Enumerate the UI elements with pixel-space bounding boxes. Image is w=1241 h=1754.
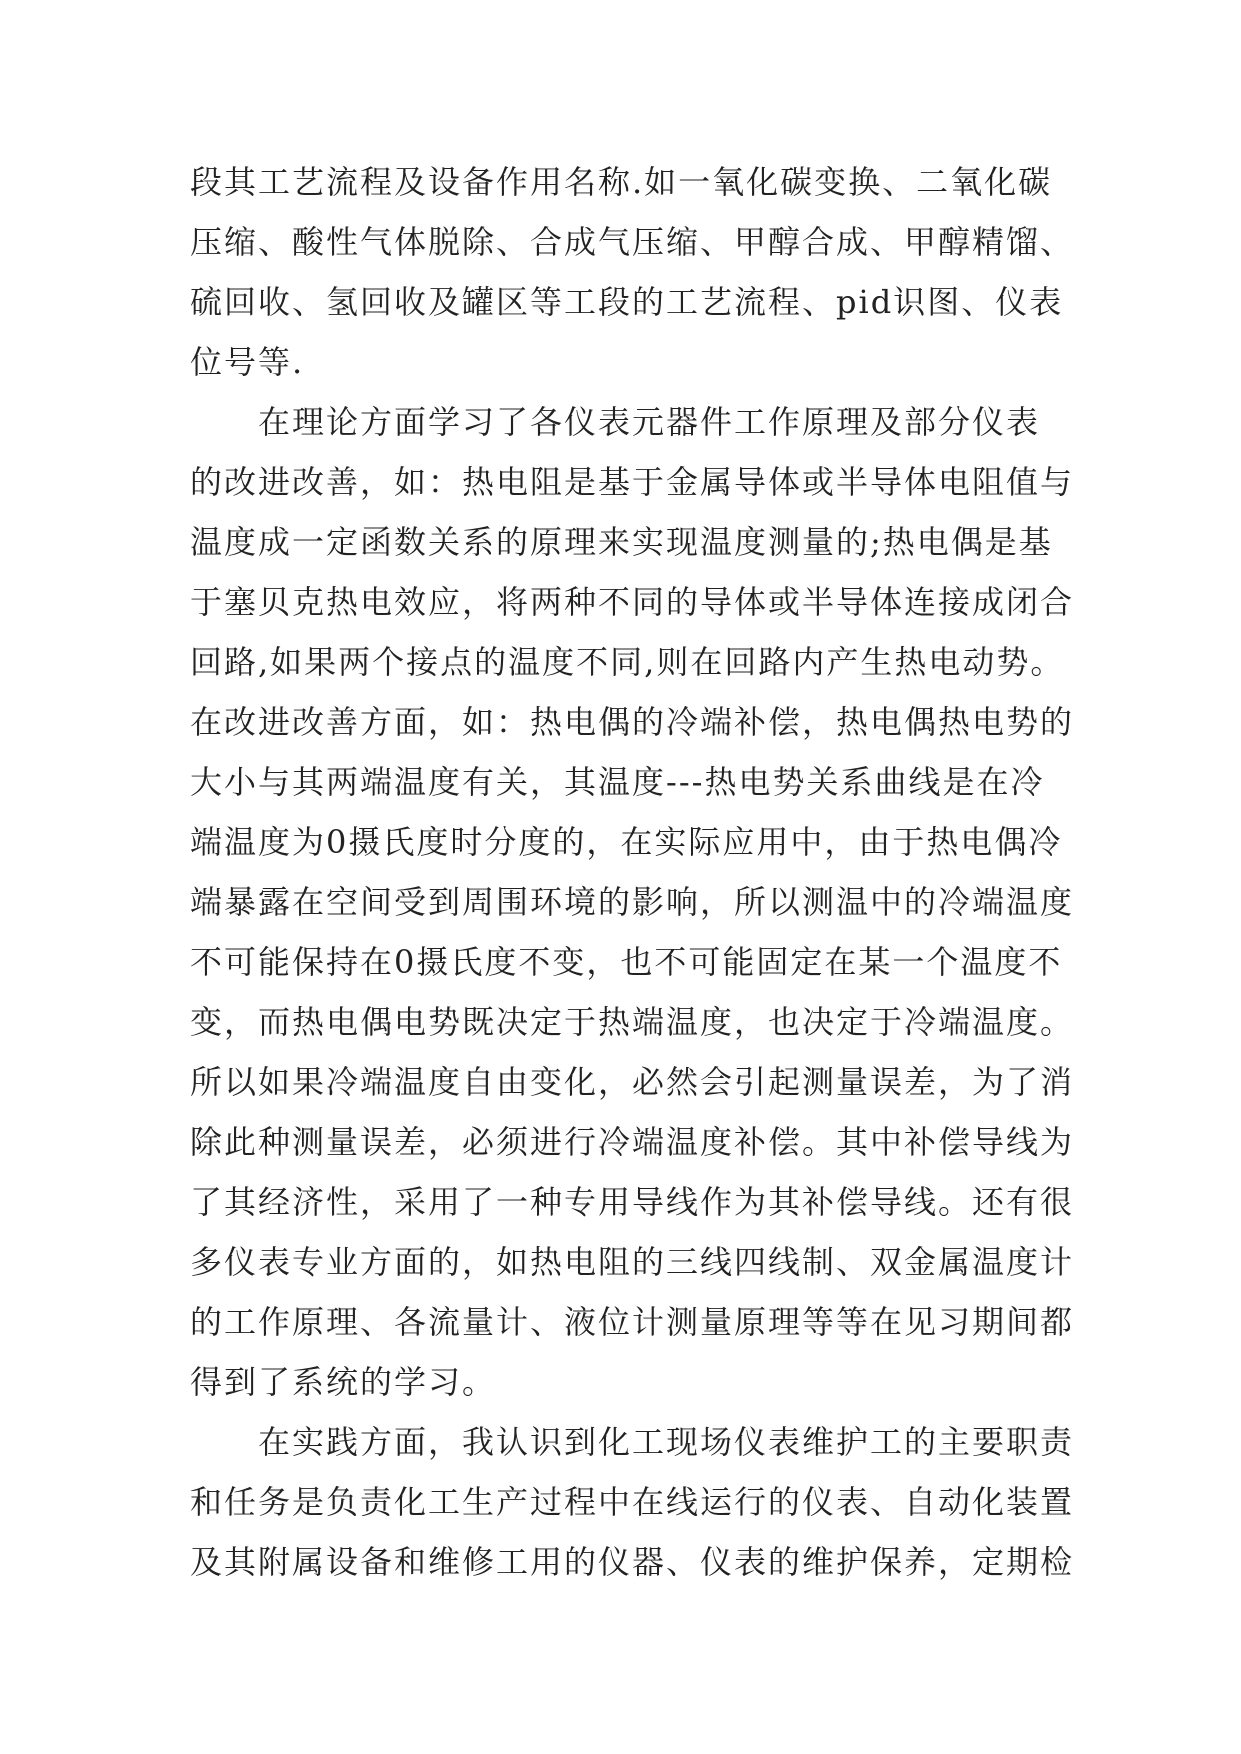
- text-line: 在实践方面，我认识到化工现场仪表维护工的主要职责: [258, 1423, 1075, 1461]
- paragraph-3: [190, 1412, 1090, 1592]
- text-line: 在改进改善方面，如：热电偶的冷端补偿，热电偶热电势的: [190, 703, 1075, 741]
- text-line: 除此种测量误差，必须进行冷端温度补偿。其中补偿导线为: [190, 1123, 1075, 1161]
- text-line: 段其工艺流程及设备作用名称.如一氧化碳变换、二氧化碳: [190, 163, 1053, 201]
- text-line: 温度成一定函数关系的原理来实现温度测量的;热电偶是基: [190, 523, 1053, 561]
- text-line: 多仪表专业方面的，如热电阻的三线四线制、双金属温度计: [190, 1243, 1075, 1281]
- text-line: 回路,如果两个接点的温度不同,则在回路内产生热电动势。: [190, 643, 1065, 681]
- text-line: 压缩、酸性气体脱除、合成气压缩、甲醇合成、甲醇精馏、: [190, 223, 1075, 261]
- text-line: 及其附属设备和维修工用的仪器、仪表的维护保养，定期检: [190, 1543, 1075, 1581]
- text-line: 和任务是负责化工生产过程中在线运行的仪表、自动化装置: [190, 1483, 1075, 1521]
- text-line: 位号等.: [190, 343, 305, 381]
- paragraph-1: [190, 152, 1090, 392]
- text-line: 的改进改善，如：热电阻是基于金属导体或半导体电阻值与: [190, 463, 1075, 501]
- text-line: 端暴露在空间受到周围环境的影响，所以测温中的冷端温度: [190, 883, 1075, 921]
- text-line: 不可能保持在0摄氏度不变，也不可能固定在某一个温度不: [190, 943, 1063, 981]
- body-text: [190, 152, 1090, 1592]
- text-line: 的工作原理、各流量计、液位计测量原理等等在见习期间都: [190, 1303, 1075, 1341]
- text-line: 所以如果冷端温度自由变化，必然会引起测量误差，为了消: [190, 1063, 1075, 1101]
- text-line: 硫回收、氢回收及罐区等工段的工艺流程、pid识图、仪表: [190, 283, 1064, 321]
- text-line: 在理论方面学习了各仪表元器件工作原理及部分仪表: [258, 403, 1041, 441]
- text-line: 了其经济性，采用了一种专用导线作为其补偿导线。还有很: [190, 1183, 1075, 1221]
- text-line: 端温度为0摄氏度时分度的，在实际应用中，由于热电偶冷: [190, 823, 1063, 861]
- text-line: 变，而热电偶电势既决定于热端温度，也决定于冷端温度。: [190, 1003, 1075, 1041]
- text-line: 大小与其两端温度有关，其温度---热电势关系曲线是在冷: [190, 763, 1045, 801]
- text-line: 得到了系统的学习。: [190, 1363, 497, 1401]
- paragraph-2: [190, 392, 1090, 1412]
- text-line: 于塞贝克热电效应，将两种不同的导体或半导体连接成闭合: [190, 583, 1075, 621]
